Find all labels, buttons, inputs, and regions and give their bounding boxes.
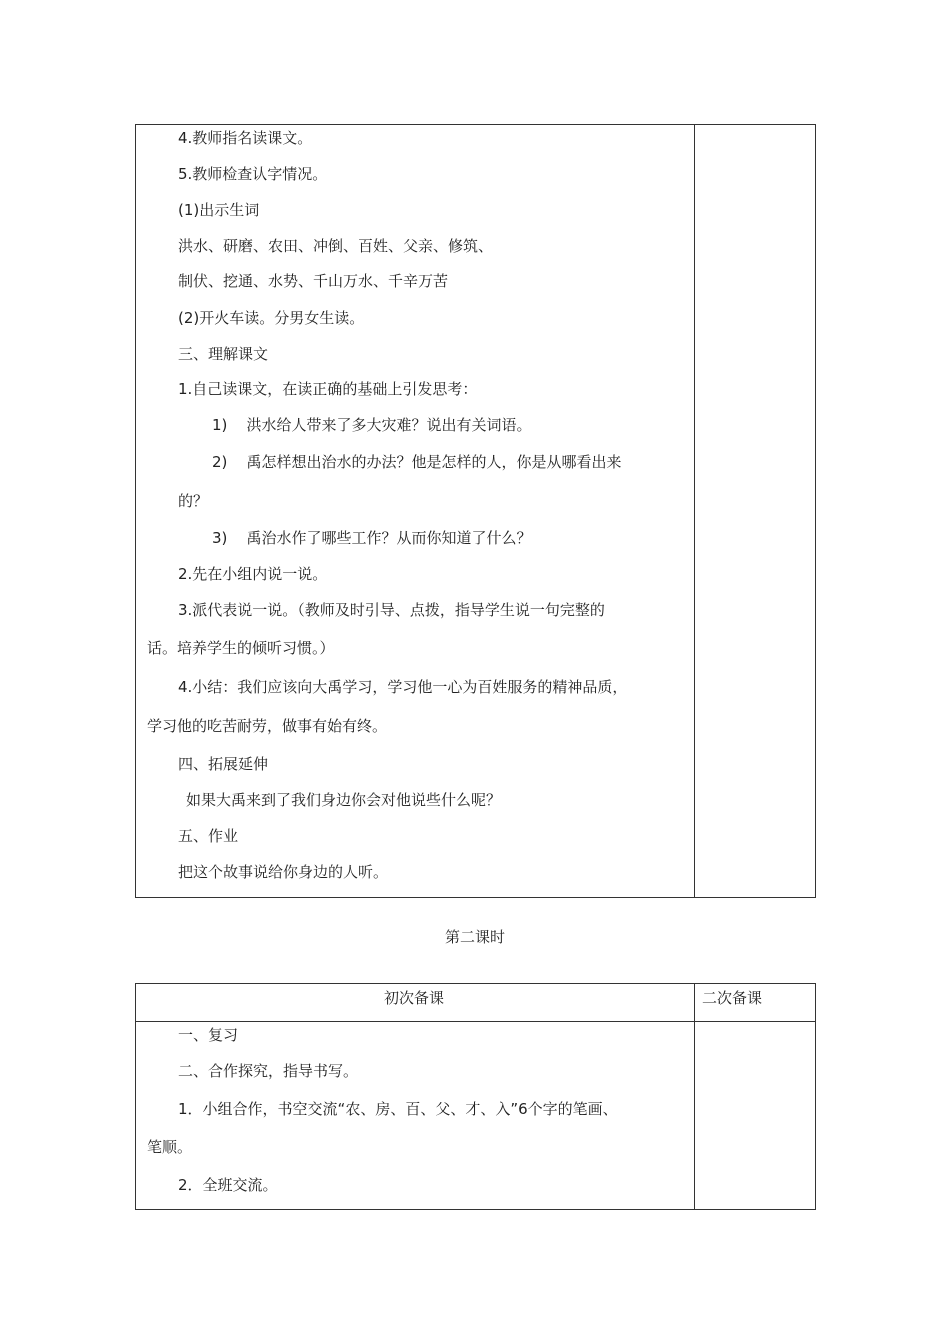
- header-second-prep: 二次备课: [702, 989, 763, 1007]
- text-line: 4.小结：我们应该向大禹学习，学习他一心为百姓服务的精神品质，: [178, 678, 628, 696]
- text-line: 笔顺。: [147, 1138, 193, 1156]
- text-line: 话。培养学生的倾听习惯。）: [147, 639, 335, 657]
- text-line: 3.派代表说一说。（教师及时引导、点拨，指导学生说一句完整的: [178, 601, 605, 619]
- lesson-caption: 第二课时: [444, 928, 505, 946]
- text-line: 洪水、研磨、农田、冲倒、百姓、父亲、修筑、: [178, 237, 494, 255]
- column-divider: [694, 984, 695, 1209]
- text-line: 1.自己读课文，在读正确的基础上引发思考：: [178, 380, 478, 398]
- text-line: 5.教师检查认字情况。: [178, 165, 328, 183]
- text-line: 2.先在小组内说一说。: [178, 565, 328, 583]
- text-line: 制伏、挖通、水势、千山万水、千辛万苦: [178, 272, 449, 290]
- text-line: 学习他的吃苦耐劳，做事有始有终。: [147, 717, 388, 735]
- text-line: 2) 禹怎样想出治水的办法？他是怎样的人，你是从哪看出来: [212, 453, 622, 471]
- text-line: 五、作业: [178, 827, 239, 845]
- text-line: (2)开火车读。分男女生读。: [178, 309, 365, 327]
- header-divider: [136, 1021, 815, 1022]
- text-line: 三、理解课文: [178, 345, 269, 363]
- text-line: (1)出示生词: [178, 201, 260, 219]
- column-divider: [694, 125, 695, 897]
- text-line: 4.教师指名读课文。: [178, 129, 313, 147]
- text-line: 二、合作探究，指导书写。: [178, 1062, 359, 1080]
- text-line: 四、拓展延伸: [178, 755, 269, 773]
- text-line: 3) 禹治水作了哪些工作？从而你知道了什么？: [212, 529, 532, 547]
- header-initial-prep: 初次备课: [383, 989, 444, 1007]
- text-line: 把这个故事说给你身边的人听。: [178, 863, 389, 881]
- text-line: 2．全班交流。: [178, 1176, 278, 1194]
- text-line: 如果大禹来到了我们身边你会对他说些什么呢？: [186, 791, 502, 809]
- text-line: 一、复习: [178, 1026, 239, 1044]
- text-line: 1．小组合作，书空交流“农、房、百、父、才、入”6个字的笔画、: [178, 1100, 618, 1118]
- text-line: 1) 洪水给人带来了多大灾难？说出有关词语。: [212, 416, 532, 434]
- text-line: 的？: [178, 492, 209, 510]
